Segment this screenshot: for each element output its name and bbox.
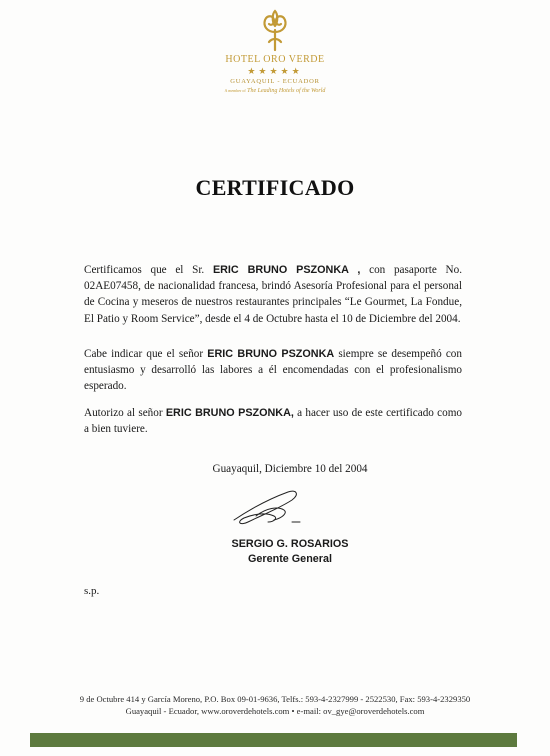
leading-hotels-line bbox=[200, 88, 350, 94]
paragraph-2-rest: siempre se desempeñó con entusiasmo y desarrolló las labores a él encomendadas con el profesionalismo esperado. bbox=[84, 348, 462, 393]
footer bbox=[0, 693, 550, 717]
signer-name: SERGIO G. ROSARIOS bbox=[231, 538, 349, 550]
place-date: Guayaquil, Diciembre 10 del 2004 bbox=[212, 463, 368, 475]
document-title: CERTIFICADO bbox=[195, 175, 355, 200]
paragraph-1 bbox=[84, 262, 462, 327]
letterhead bbox=[200, 8, 350, 94]
leading-name: The Leading Hotels of the World bbox=[247, 88, 326, 94]
recipient-name: ERIC BRUNO PSZONKA bbox=[207, 348, 335, 360]
signer-role: Gerente General bbox=[247, 553, 332, 565]
leading-prefix: A member of bbox=[224, 88, 246, 93]
paragraph-2 bbox=[84, 346, 462, 395]
recipient-name: ERIC BRUNO PSZONKA, bbox=[165, 407, 294, 419]
sp-note: s.p. bbox=[84, 585, 100, 597]
paragraph-1-intro: Certificamos que el Sr. bbox=[84, 264, 213, 276]
handwritten-signature bbox=[226, 482, 306, 532]
oro-verde-logo-icon bbox=[255, 8, 295, 52]
hotel-stars: ★★★★★ bbox=[247, 66, 303, 76]
footer-address: 9 de Octubre 414 y García Moreno, P.O. Box 09-01-9636, Telfs.: 593-4-2327999 - 2522530, Fax: 593-4-2329350 bbox=[79, 694, 471, 704]
hotel-name: HOTEL ORO VERDE bbox=[225, 54, 325, 65]
hotel-city: GUAYAQUIL - ECUADOR bbox=[230, 78, 320, 85]
paragraph-1-rest: con pasaporte No. 02AE07458, de nacionalidad francesa, brindó Asesoría Profesional para el personal de Cocina y meseros de nuestros restaurantes principales “Le Gourmet, La Fondue, El Patio y Room Service”, desde el 4 de Octubre hasta el 10 de Diciembre del 2004. bbox=[84, 264, 462, 325]
paragraph-3-rest: a hacer uso de este certificado como a bien tuviere. bbox=[84, 407, 463, 436]
footer-bar bbox=[30, 733, 517, 747]
footer-contact: Guayaquil - Ecuador, www.oroverdehotels.com • e-mail: ov_gye@oroverdehotels.com bbox=[125, 706, 425, 716]
recipient-name: ERIC BRUNO PSZONKA , bbox=[212, 264, 361, 276]
paragraph-3-intro: Autorizo al señor bbox=[84, 407, 166, 419]
paragraph-3 bbox=[84, 405, 462, 437]
paragraph-2-intro: Cabe indicar que el señor bbox=[84, 348, 208, 360]
